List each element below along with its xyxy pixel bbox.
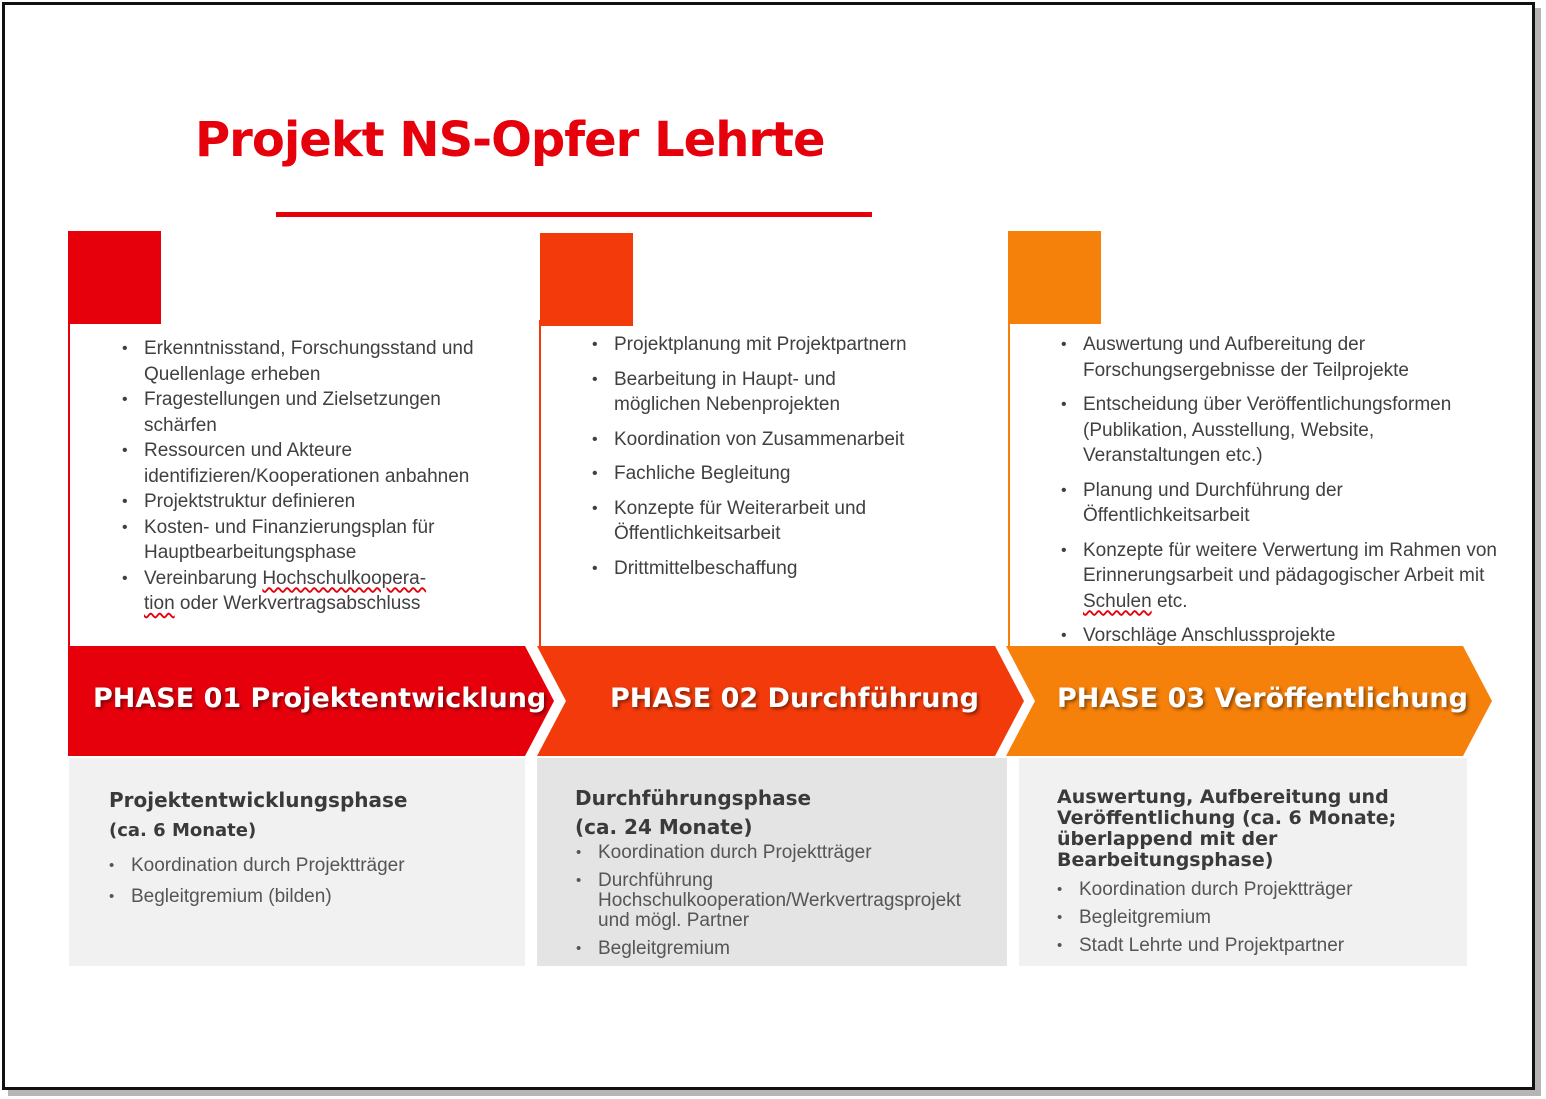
phase-1-task: • Erkenntnisstand, Forschungsstand und Quellenlage erheben	[118, 336, 478, 387]
phase-1-summary-heading: Projektentwicklungsphase	[109, 788, 408, 812]
phase-2-summary-heading: Durchführungsphase	[575, 786, 812, 810]
phase-2-task: • Fachliche Begleitung	[588, 461, 918, 487]
phase-1-summary-duration: (ca. 6 Monate)	[109, 820, 257, 841]
phase-3-task-concepts: • Konzepte für weitere Verwertung im Rahmen von Erinnerungsarbeit und pädagogischer Arbeit mit Schulen etc.	[1057, 538, 1497, 615]
phase-1-task: • Projektstruktur definieren	[118, 489, 478, 515]
phase-2-summary-item: • Begleitgremium	[574, 939, 994, 959]
phase-1-task: • Ressourcen und Akteure identifizieren/Kooperationen anbahnen	[118, 438, 478, 489]
phase-2-task: • Projektplanung mit Projektpartnern	[588, 332, 918, 358]
phase-3-task: • Entscheidung über Veröffentlichungsformen (Publikation, Ausstellung, Website, Veranstaltungen etc.)	[1057, 392, 1503, 469]
phase-3-summary-item: • Begleitgremium	[1055, 904, 1455, 932]
phase-3-label: PHASE 03 Veröffentlichung	[1057, 683, 1468, 714]
phase-3-summary-heading: Auswertung, Aufbereitung und Veröffentlichung (ca. 6 Monate; überlappend mit der Bearbeitungsphase)	[1057, 786, 1397, 871]
phase-2-summary-item: • Koordination durch Projektträger	[574, 843, 994, 863]
phase-1-label: PHASE 01 Projektentwicklung	[93, 683, 547, 714]
phase-3-task: • Planung und Durchführung der Öffentlichkeitsarbeit	[1057, 478, 1403, 529]
phase-2-task: • Koordination von Zusammenarbeit	[588, 427, 918, 453]
phase-2-task: • Drittmittelbeschaffung	[588, 556, 918, 582]
phase-1-task: • Fragestellungen und Zielsetzungen schärfen	[118, 387, 478, 438]
phase-3-summary-item: • Stadt Lehrte und Projektpartner	[1055, 932, 1455, 960]
phase-2-label: PHASE 02 Durchführung	[610, 683, 979, 714]
phase-2-summary-duration: (ca. 24 Monate)	[575, 815, 753, 839]
phase-1-task-agreement: • Vereinbarung Hochschulkoopera- tion oder Werkvertragsabschluss	[118, 566, 478, 617]
phase-2-summary-list	[574, 843, 994, 959]
phase-2-task: • Konzepte für Weiterarbeit und Öffentlichkeitsarbeit	[588, 496, 918, 547]
phase-3-task: • Auswertung und Aufbereitung der Forschungsergebnisse der Teilprojekte	[1057, 332, 1463, 383]
phase-3-task: • Vorschläge Anschlussprojekte	[1057, 623, 1497, 649]
phase-1-summary	[69, 758, 525, 966]
phase-1-summary-item: • Begleitgremium (bilden)	[107, 881, 507, 912]
phase-2-summary	[537, 758, 1007, 966]
phase-3-summary-list	[1055, 876, 1455, 960]
page-title: Projekt NS-Opfer Lehrte	[195, 112, 825, 168]
phase-1-task: • Kosten- und Finanzierungsplan für Hauptbearbeitungsphase	[118, 515, 478, 566]
phase-3-summary	[1019, 758, 1467, 966]
phase-1-summary-list	[107, 850, 507, 912]
phase-2-summary-item: • Durchführung Hochschulkooperation/Werkvertragsprojekt und mögl. Partner	[574, 871, 968, 931]
phase-2-task: • Bearbeitung in Haupt- und möglichen Nebenprojekten	[588, 367, 918, 418]
phase-3-summary-item: • Koordination durch Projektträger	[1055, 876, 1455, 904]
phase-1-summary-item: • Koordination durch Projektträger	[107, 850, 507, 881]
